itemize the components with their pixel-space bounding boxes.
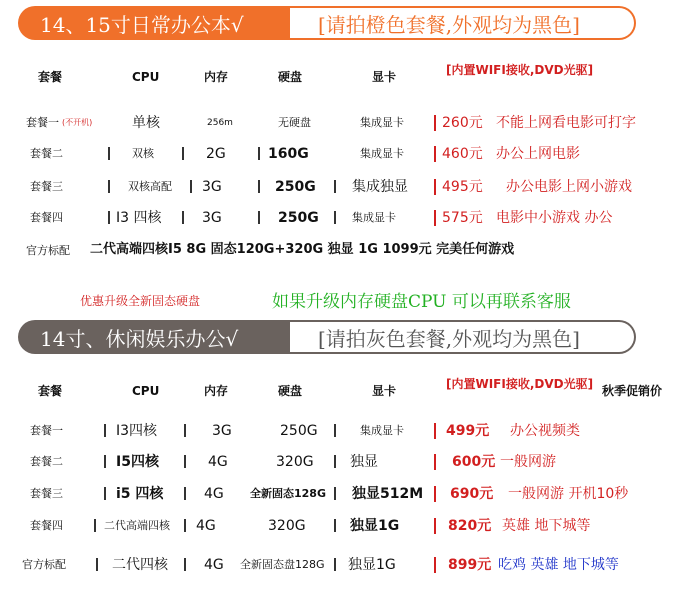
row-disk: 160G <box>268 146 309 162</box>
row-tag: (不开机) <box>62 118 93 127</box>
section1-header-row <box>0 63 680 88</box>
section1-banner-note: [请拍橙色套餐,外观均为黑色] <box>290 8 634 38</box>
row-divider <box>190 180 192 193</box>
row-cpu: 二代高端四核 <box>104 519 170 532</box>
header-season-price: 秋季促销价 <box>602 384 663 398</box>
header-note: [内置WIFI接收,DVD光驱] <box>446 63 594 77</box>
row-ram: 3G <box>212 423 232 439</box>
row-gpu: 独显1G <box>348 557 396 573</box>
row-ram: 3G <box>202 210 222 226</box>
section2-row-4 <box>0 515 680 537</box>
section1-row-3 <box>0 176 680 198</box>
row-package: 套餐二 <box>30 455 63 468</box>
header-ram: 内存 <box>204 70 229 84</box>
row-cpu: 二代四核 <box>112 557 168 573</box>
row-price: 600元 <box>452 454 496 470</box>
row-disk: 全新固态盘128G <box>240 558 325 571</box>
header-package: 套餐 <box>38 70 63 84</box>
row-cpu: 双核高配 <box>128 180 172 193</box>
row-cpu: i5 四核 <box>116 486 164 502</box>
header-package: 套餐 <box>38 384 63 398</box>
row-divider <box>258 180 260 193</box>
row-package: 套餐一 <box>26 116 59 129</box>
section1-banner-title: 14、15寸日常办公本√ <box>40 12 244 37</box>
row-divider <box>334 424 336 437</box>
row-divider <box>434 454 436 470</box>
row-divider <box>182 147 184 160</box>
row-divider <box>434 518 436 534</box>
row-price: 460元 <box>442 146 483 162</box>
row-cpu: 双核 <box>132 147 154 160</box>
row-divider <box>334 455 336 468</box>
row-ram: 2G <box>206 146 226 162</box>
row-divider <box>108 147 110 160</box>
row-gpu: 集成显卡 <box>360 147 404 160</box>
header-disk: 硬盘 <box>278 384 303 398</box>
row-ram: 3G <box>202 179 222 195</box>
section2-row-1 <box>0 420 680 442</box>
row-divider <box>94 519 96 532</box>
row-ram: 4G <box>204 486 224 502</box>
header-cpu: CPU <box>132 384 160 398</box>
row-ram: 256m <box>207 118 233 128</box>
row-price: 495元 <box>442 179 483 195</box>
row-ram: 4G <box>196 518 216 534</box>
section1-banner <box>18 6 636 40</box>
row-package: 套餐一 <box>30 424 63 437</box>
row-disk: 320G <box>276 454 314 470</box>
row-ram: 4G <box>208 454 228 470</box>
row-divider <box>334 211 336 224</box>
row-divider <box>258 211 260 224</box>
row-gpu: 集成显卡 <box>360 116 404 129</box>
row-desc: 办公上网电影 <box>496 146 580 162</box>
row-divider <box>334 558 336 571</box>
row-price: 690元 <box>450 486 494 502</box>
row-cpu: I3四核 <box>116 423 158 439</box>
section2-banner <box>18 320 636 354</box>
official-label: 官方标配 <box>26 244 70 257</box>
row-price: 575元 <box>442 210 483 226</box>
header-gpu: 显卡 <box>372 70 397 84</box>
row-disk: 250G <box>278 210 319 226</box>
header-disk: 硬盘 <box>278 70 303 84</box>
row-desc: 不能上网看电影可打字 <box>496 115 636 131</box>
row-divider <box>184 424 186 437</box>
row-package: 套餐三 <box>30 487 63 500</box>
row-desc: 吃鸡 英雄 地下城等 <box>498 557 619 573</box>
row-package: 套餐四 <box>30 519 63 532</box>
row-ram: 4G <box>204 557 224 573</box>
row-divider <box>258 147 260 160</box>
row-divider <box>434 423 436 439</box>
row-cpu: I3 四核 <box>116 210 162 226</box>
row-disk: 250G <box>275 179 316 195</box>
row-divider <box>184 519 186 532</box>
row-disk: 全新固态128G <box>250 487 326 500</box>
row-price: 820元 <box>448 518 492 534</box>
row-desc: 一般网游 开机10秒 <box>508 486 629 502</box>
row-divider <box>334 180 336 193</box>
row-price: 260元 <box>442 115 483 131</box>
section2-row-3 <box>0 483 680 505</box>
section1-row-1 <box>0 112 680 134</box>
row-price: 899元 <box>448 557 492 573</box>
row-divider <box>434 486 436 502</box>
row-gpu: 独显1G <box>350 518 400 534</box>
row-divider <box>104 455 106 468</box>
row-gpu: 集成显卡 <box>352 211 396 224</box>
row-divider <box>434 115 436 131</box>
row-divider <box>96 558 98 571</box>
row-divider <box>434 210 436 226</box>
header-note: [内置WIFI接收,DVD光驱] <box>446 377 594 391</box>
section2-row-2 <box>0 451 680 473</box>
header-ram: 内存 <box>204 384 229 398</box>
section2-row-5 <box>0 554 680 576</box>
row-desc: 办公电影上网小游戏 <box>506 179 632 195</box>
row-divider <box>434 146 436 162</box>
upgrade-note: 如果升级内存硬盘CPU 可以再联系客服 <box>272 292 571 312</box>
row-disk: 250G <box>280 423 318 439</box>
row-price: 499元 <box>446 423 490 439</box>
row-gpu: 集成独显 <box>352 179 408 195</box>
section1-official-row <box>22 240 672 264</box>
row-divider <box>108 211 110 224</box>
row-package: 套餐三 <box>30 180 63 193</box>
row-divider <box>182 211 184 224</box>
row-divider <box>184 455 186 468</box>
section1-row-4 <box>0 207 680 229</box>
row-gpu: 独显 <box>350 454 378 470</box>
row-disk: 320G <box>268 518 306 534</box>
row-divider <box>104 424 106 437</box>
row-desc: 一般网游 <box>500 454 556 470</box>
row-divider <box>184 558 186 571</box>
section2-banner-note: [请拍灰色套餐,外观均为黑色] <box>290 322 634 352</box>
row-divider <box>334 519 336 532</box>
row-package: 官方标配 <box>22 558 66 571</box>
row-divider <box>434 557 436 573</box>
official-spec: 二代高端四核I5 8G 固态120G+320G 独显 1G 1099元 完美任何游戏 <box>90 242 515 257</box>
row-disk: 无硬盘 <box>278 116 311 129</box>
row-divider <box>184 487 186 500</box>
row-desc: 办公视频类 <box>510 423 580 439</box>
section2-banner-title: 14寸、休闲娱乐办公√ <box>40 326 239 351</box>
promo-text: 优惠升级全新固态硬盘 <box>80 294 201 308</box>
row-gpu: 独显512M <box>352 486 424 502</box>
row-cpu: 单核 <box>132 115 160 131</box>
row-desc: 电影中小游戏 办公 <box>496 210 613 226</box>
row-divider <box>108 180 110 193</box>
row-package: 套餐四 <box>30 211 63 224</box>
section1-row-2 <box>0 143 680 165</box>
row-divider <box>334 487 336 500</box>
section2-header-row <box>0 377 680 402</box>
row-gpu: 集成显卡 <box>360 424 404 437</box>
row-desc: 英雄 地下城等 <box>502 518 591 534</box>
row-cpu: I5四核 <box>116 454 159 470</box>
row-divider <box>104 487 106 500</box>
row-package: 套餐二 <box>30 147 63 160</box>
header-gpu: 显卡 <box>372 384 397 398</box>
header-cpu: CPU <box>132 70 160 84</box>
row-divider <box>434 179 436 195</box>
